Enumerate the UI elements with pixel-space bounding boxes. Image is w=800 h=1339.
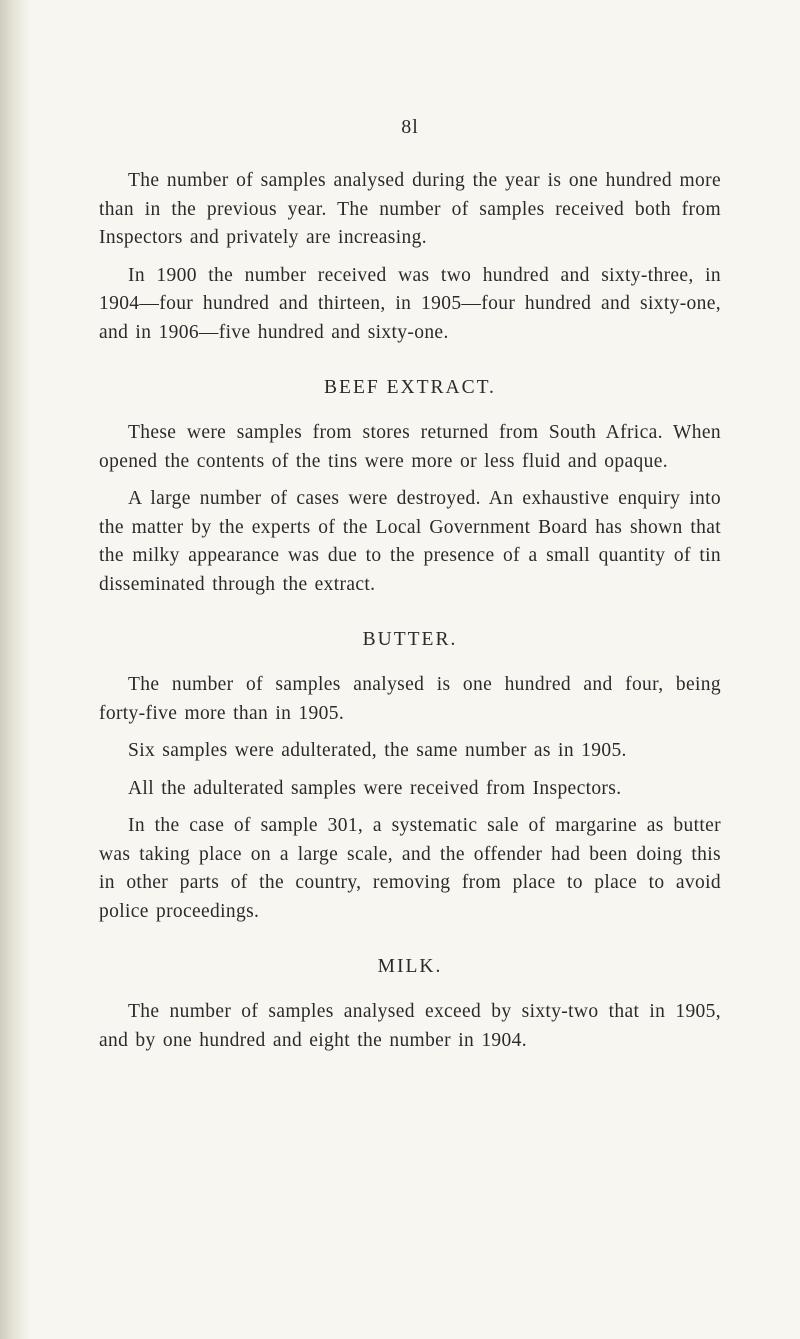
page-number: 8l [401,116,419,138]
paragraph: A large number of cases were destroyed. An exhaustive enquiry into the matter by the experts of the Local Government Board has shown that the milky appearance was due to the presence of a small quantity of tin disseminated through the extract. [99,488,721,595]
section-heading-milk: MILK. [377,956,443,977]
page-content [99,167,721,1055]
paragraph: The number of samples analysed during the year is one hundred more than in the previous year. The number of samples received both from Inspectors and privately are increasing. [99,170,721,248]
paragraph: The number of samples analysed is one hundred and four, being forty-five more than in 1905. [99,674,721,724]
binding-edge [0,0,30,1339]
paragraph: Six samples were adulterated, the same number as in 1905. [128,740,627,761]
paragraph: These were samples from stores returned from South Africa. When opened the contents of the tins were more or less fluid and opaque. [99,422,721,472]
paragraph: In 1900 the number received was two hundred and sixty-three, in 1904—four hundred and thirteen, in 1905—four hundred and sixty-one, and in 1906—five hundred and sixty-one. [99,264,721,343]
section-heading-butter: BUTTER. [362,629,458,650]
paragraph: All the adulterated samples were received from Inspectors. [128,777,622,799]
paragraph: In the case of sample 301, a systematic sale of margarine as butter was taking place on a large scale, and the offender had been doing this in other parts of the country, removing from place to place to avoid police proceedings. [99,815,721,922]
paragraph: The number of samples analysed exceed by sixty-two that in 1905, and by one hundred and eight the number in 1904. [99,1001,721,1051]
section-heading-beef-extract: BEEF EXTRACT. [324,377,496,398]
